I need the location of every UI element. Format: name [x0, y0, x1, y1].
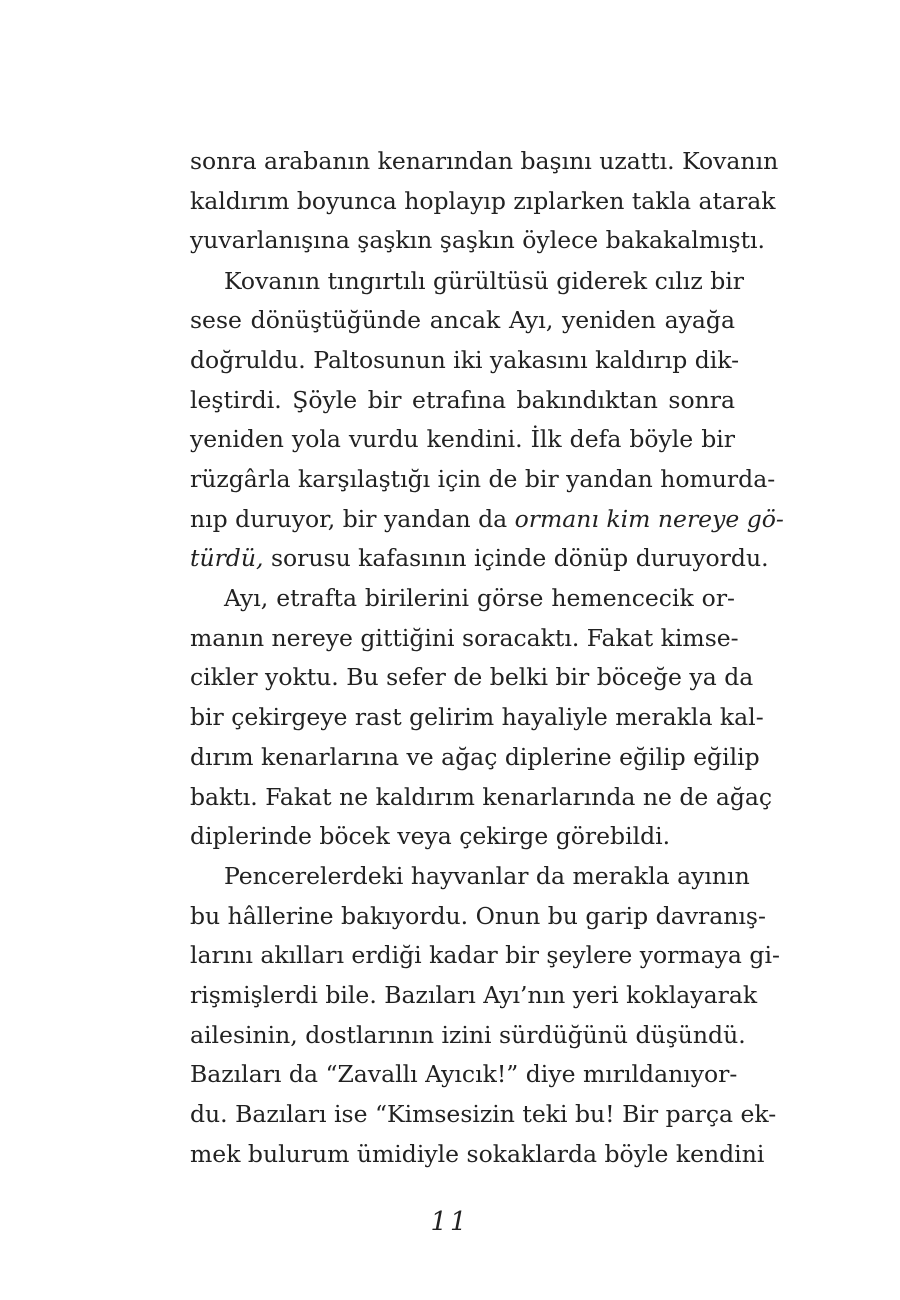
text-line: diplerinde böcek veya çekirge görebildi.	[190, 822, 671, 851]
text-line: sese dönüştüğünde ancak Ayı, yeniden ayağa	[190, 306, 735, 335]
paragraph-2	[190, 262, 784, 580]
paragraph-1	[190, 142, 779, 261]
text-line: doğruldu. Paltosunun iki yakasını kaldırıp dik-	[190, 345, 740, 374]
text-line: sonra arabanın kenarından başını uzattı. Kovanın	[190, 147, 779, 175]
text-line: larını akılları erdiği kadar bir şeylere yormaya gi-	[190, 941, 780, 970]
text-line: bir çekirgeye rast gelirim hayaliyle merakla kal-	[190, 703, 764, 732]
text-line: bu hâllerine bakıyordu. Onun bu garip davranış-	[190, 901, 766, 930]
text-line: rişmişlerdi bile. Bazıları Ayı’nın yeri koklayarak	[190, 980, 758, 1009]
text-line: baktı. Fakat ne kaldırım kenarlarında ne de ağaç	[190, 782, 773, 811]
text-line: leştirdi. Şöyle bir etrafına bakındıktan sonra	[190, 385, 735, 414]
text-line: Bazıları da “Zavallı Ayıcık!” diye mırıldanıyor-	[190, 1060, 738, 1089]
text-line: mek bulurum ümidiyle sokaklarda böyle kendini	[190, 1139, 765, 1168]
text-line: kaldırım boyunca hoplayıp zıplarken takla atarak	[190, 186, 776, 215]
text-line: Pencerelerdeki hayvanlar da merakla ayının	[224, 861, 750, 890]
paragraph-3	[190, 579, 773, 857]
text-line: Ayı, etrafta birilerini görse hemencecik or-	[224, 584, 735, 613]
page-number: 11	[430, 1207, 470, 1237]
text-line: du. Bazıları ise “Kimsesizin teki bu! Bir parça ek-	[190, 1100, 777, 1128]
italic-text: ormanı kim nereye gö-	[514, 504, 784, 533]
body-text	[190, 142, 784, 1174]
text-line	[190, 500, 784, 540]
text-segment: nıp duruyor, bir yandan da	[190, 504, 515, 533]
text-line: ailesinin, dostlarının izini sürdüğünü düşündü.	[190, 1020, 746, 1049]
text-line: yeniden yola vurdu kendini. İlk defa böyle bir	[190, 425, 735, 454]
paragraph-4	[190, 857, 780, 1175]
text-line: rüzgârla karşılaştığı için de bir yandan homurda-	[190, 465, 776, 493]
text-line	[190, 539, 769, 579]
text-line: yuvarlanışına şaşkın şaşkın öylece bakakalmıştı.	[190, 226, 766, 255]
text-line: Kovanın tıngırtılı gürültüsü giderek cılız bir	[224, 266, 744, 295]
text-segment: sorusu kafasının içinde dönüp duruyordu.	[263, 544, 769, 573]
text-line: cikler yoktu. Bu sefer de belki bir böceğe ya da	[190, 663, 754, 692]
text-line: dırım kenarlarına ve ağaç diplerine eğilip eğilip	[190, 742, 760, 771]
text-line: manın nereye gittiğini soracaktı. Fakat kimse-	[190, 623, 739, 652]
italic-text: türdü,	[190, 544, 264, 573]
